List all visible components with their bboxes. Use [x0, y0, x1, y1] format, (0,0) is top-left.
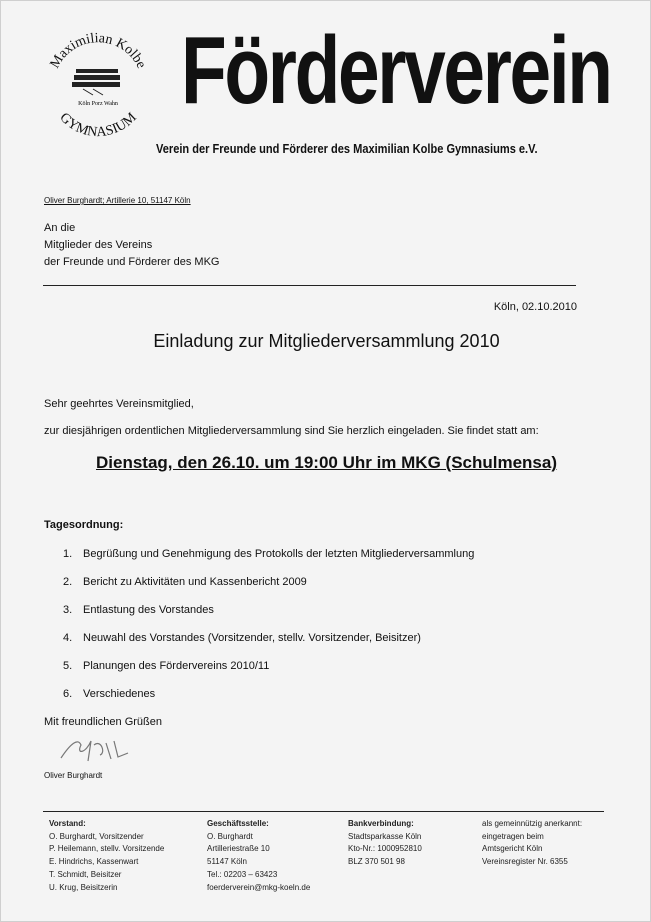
- footer-heading: Vorstand:: [49, 819, 86, 828]
- agenda-item: Neuwahl des Vorstandes (Vorsitzender, stellv. Vorsitzender, Beisitzer): [83, 632, 421, 644]
- footer-registration: [482, 818, 582, 869]
- event-details: Dienstag, den 26.10. um 19:00 Uhr im MKG (Schulmensa): [95, 453, 558, 472]
- footer-line: 51147 Köln: [207, 857, 247, 867]
- footer-heading: Geschäftsstelle:: [207, 819, 269, 828]
- footer-line: U. Krug, Beisitzerin: [49, 882, 118, 892]
- school-logo: [41, 29, 156, 144]
- agenda-item: Verschiedenes: [83, 688, 156, 700]
- agenda-number: 2.: [63, 576, 73, 588]
- agenda-number: 4.: [63, 632, 73, 644]
- signature: [56, 733, 136, 765]
- footer-board: [49, 818, 164, 894]
- footer-line: BLZ 370 501 98: [348, 857, 405, 867]
- header-subtitle: Verein der Freunde und Förderer des Maximilian Kolbe Gymnasiums e.V.: [156, 141, 538, 156]
- footer-line: Stadtsparkasse Köln: [348, 831, 422, 841]
- footer-line: O. Burghardt: [207, 831, 253, 841]
- footer-line: O. Burghardt, Vorsitzender: [49, 831, 144, 841]
- agenda-item: Begrüßung und Genehmigung des Protokolls der letzten Mitgliederversammlung: [83, 548, 475, 560]
- logo-bottom-text: GYMNASIUM: [56, 110, 140, 141]
- agenda-item: Planungen des Fördervereins 2010/11: [83, 660, 270, 672]
- letter-heading: Einladung zur Mitgliederversammlung 2010: [153, 331, 500, 351]
- agenda-number: 5.: [63, 660, 73, 672]
- agenda-title: Tagesordnung:: [44, 519, 124, 531]
- sender-line: Oliver Burghardt; Artillerie 10, 51147 Köln: [44, 196, 191, 205]
- intro-text: zur diesjährigen ordentlichen Mitgliederversammlung sind Sie herzlich eingeladen. Sie findet statt am:: [44, 425, 539, 437]
- footer-line: E. Hindrichs, Kassenwart: [49, 857, 139, 867]
- agenda-number: 3.: [63, 604, 73, 616]
- recipient-line: An die: [44, 222, 76, 234]
- agenda-item: Bericht zu Aktivitäten und Kassenbericht 2009: [83, 576, 307, 588]
- footer-email: foerderverein@mkg-koeln.de: [207, 882, 311, 892]
- logo-top-text: Maximilian Kolbe: [47, 31, 149, 72]
- footer-line: Artilleriestraße 10: [207, 844, 270, 854]
- svg-text:GYMNASIUM: [56, 110, 140, 141]
- salutation: Sehr geehrtes Vereinsmitglied,: [44, 398, 194, 410]
- footer-divider: [43, 811, 604, 812]
- footer-line: T. Schmidt, Beisitzer: [49, 869, 122, 879]
- letter-date: Köln, 02.10.2010: [493, 301, 577, 313]
- footer-bank: [348, 818, 422, 869]
- footer-heading: Bankverbindung:: [348, 819, 414, 828]
- footer-line: eingetragen beim: [482, 831, 544, 841]
- recipient-line: Mitglieder des Vereins: [44, 239, 153, 251]
- agenda-number: 1.: [63, 548, 73, 560]
- header-title: Förderverein: [181, 17, 611, 124]
- footer-line: P. Heilemann, stellv. Vorsitzende: [49, 844, 165, 854]
- agenda-item: Entlastung des Vorstandes: [83, 604, 214, 616]
- footer-line: Kto-Nr.: 1000952810: [348, 844, 422, 854]
- footer-office: [207, 818, 310, 894]
- closing: Mit freundlichen Grüßen: [44, 716, 162, 728]
- school-building-icon: [72, 69, 120, 95]
- footer-line: als gemeinnützig anerkannt:: [482, 819, 583, 828]
- logo-inner-text: Köln Porz Wahn: [78, 101, 118, 107]
- signer-name: Oliver Burghardt: [44, 771, 103, 780]
- footer-line: Vereinsregister Nr. 6355: [482, 857, 568, 867]
- divider: [43, 285, 576, 286]
- recipient-line: der Freunde und Förderer des MKG: [44, 256, 220, 268]
- footer-line: Amtsgericht Köln: [482, 844, 543, 854]
- footer-line: Tel.: 02203 – 63423: [207, 869, 278, 879]
- svg-text:Maximilian Kolbe: [48, 31, 149, 71]
- agenda-number: 6.: [63, 688, 73, 700]
